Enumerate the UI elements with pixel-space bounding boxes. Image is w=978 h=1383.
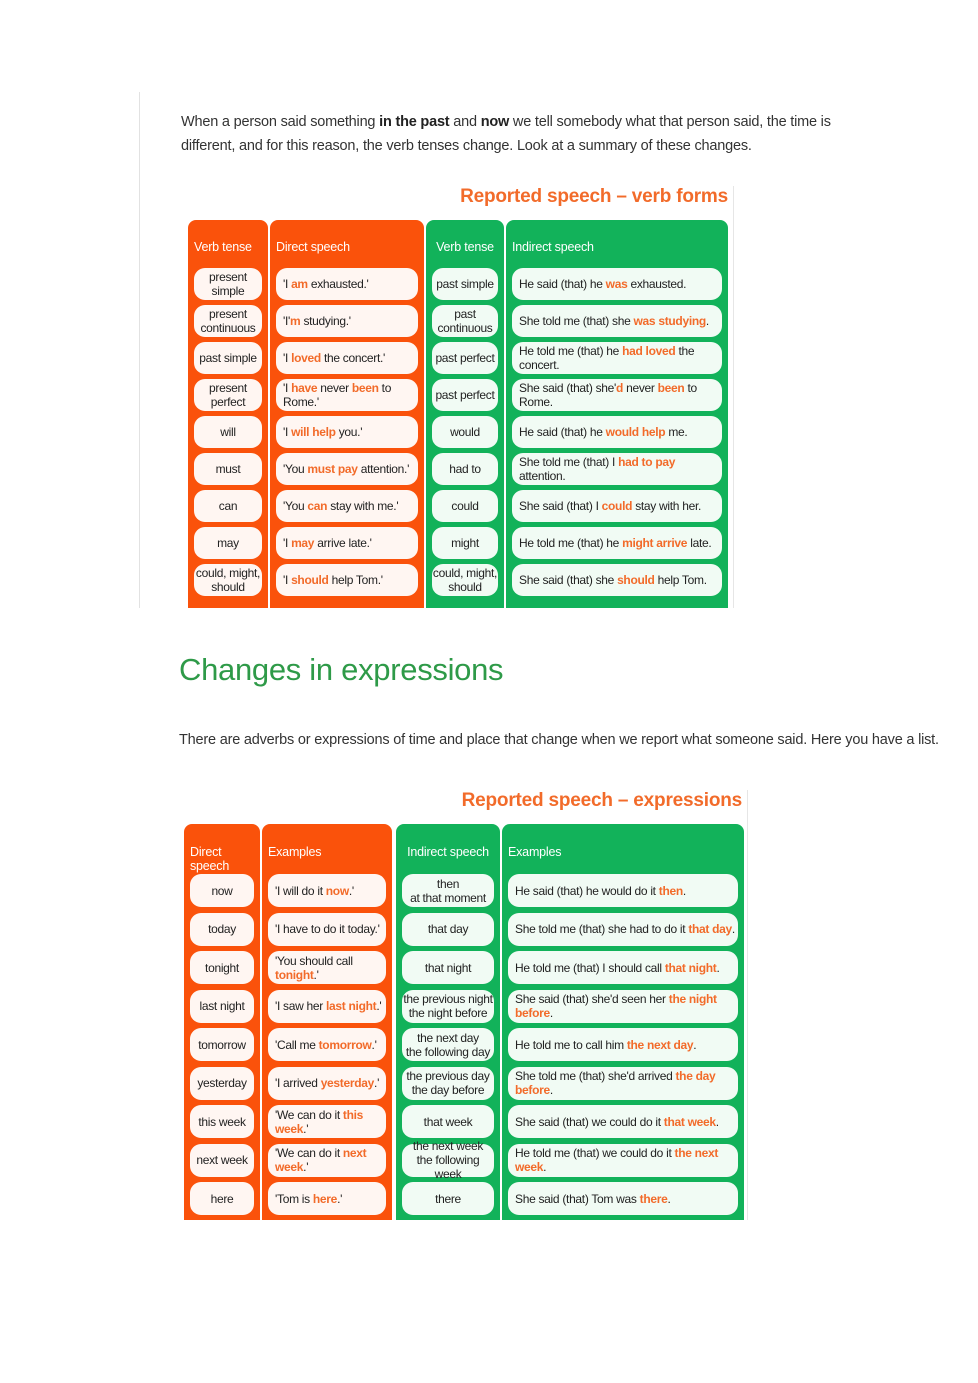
cell-text: will xyxy=(220,425,236,439)
cell-text xyxy=(283,462,409,476)
cell-text xyxy=(515,1146,738,1174)
highlight-text: now xyxy=(325,883,349,898)
highlight-text: then xyxy=(658,883,683,898)
plain-text: She told me (that) she'd arrived xyxy=(515,1069,676,1083)
highlight-text: the next week xyxy=(515,1146,719,1174)
table-cell xyxy=(268,913,386,946)
highlight-text: yesterday xyxy=(320,1076,375,1090)
plain-text: 'Tom is xyxy=(275,1191,313,1206)
table-cell xyxy=(508,1182,738,1215)
cell-text xyxy=(275,1192,342,1206)
cell-text xyxy=(519,344,722,372)
cell-text xyxy=(519,277,686,291)
table-column-3 xyxy=(426,220,504,608)
plain-text: He told me to call him xyxy=(515,1037,627,1052)
table-cell xyxy=(512,305,722,337)
cell-text: last night xyxy=(199,999,245,1013)
table-cell xyxy=(432,490,498,522)
table-cell xyxy=(194,416,262,448)
highlight-text: that night xyxy=(664,960,717,975)
table-cell xyxy=(402,874,494,907)
table-cell xyxy=(276,416,418,448)
table-cell xyxy=(508,990,738,1023)
table-column-4 xyxy=(502,824,744,1220)
cell-text: could xyxy=(451,499,479,513)
plain-text: . xyxy=(682,883,686,898)
plain-text: He told me (that) he xyxy=(519,536,623,550)
intro-text: When a person said something xyxy=(181,114,380,130)
highlight-text: tomorrow xyxy=(318,1037,372,1052)
plain-text: me. xyxy=(665,425,688,439)
plain-text: the concert. xyxy=(519,344,695,372)
table-cell xyxy=(190,1144,254,1177)
section-paragraph: There are adverbs or expressions of time and place that change when we report what someone said. Here you have a list. xyxy=(179,732,939,748)
cell-text: must xyxy=(215,462,241,476)
cell-text xyxy=(283,277,369,291)
table-cell xyxy=(268,1105,386,1138)
highlight-text: might arrive xyxy=(622,536,688,550)
plain-text: 'You xyxy=(283,462,308,476)
table-cell xyxy=(402,913,494,946)
plain-text: . xyxy=(731,922,735,936)
plain-text: . xyxy=(716,960,720,975)
highlight-text: should xyxy=(291,573,329,587)
table-cell xyxy=(194,305,262,337)
column-header: Verb tense xyxy=(194,240,252,254)
intro-text: and xyxy=(449,114,481,130)
table-cell xyxy=(508,913,738,946)
plain-text: He said (that) he xyxy=(519,277,606,291)
plain-text: 'We can do it xyxy=(275,1146,343,1160)
expressions-title: Reported speech – expressions xyxy=(461,790,742,811)
plain-text: 'I xyxy=(283,277,292,291)
highlight-text: must pay xyxy=(307,462,358,476)
cell-text xyxy=(275,1038,377,1052)
plain-text: 'I will do it xyxy=(275,883,326,898)
expressions-figure xyxy=(182,790,748,1220)
cell-text xyxy=(275,884,354,898)
plain-text: . xyxy=(693,1037,697,1052)
intro-paragraph xyxy=(181,110,881,158)
cell-text xyxy=(275,1146,386,1174)
plain-text: She said (that) she'd seen her xyxy=(515,992,669,1006)
cell-text xyxy=(283,536,372,550)
table-cell xyxy=(276,490,418,522)
column-header: Examples xyxy=(268,845,322,859)
plain-text: 'You xyxy=(283,499,308,513)
cell-text: there xyxy=(435,1191,461,1206)
table-cell xyxy=(268,1144,386,1177)
table-cell xyxy=(276,268,418,300)
table-cell xyxy=(432,564,498,596)
cell-text: the previous day the day before xyxy=(406,1069,490,1097)
plain-text: .' xyxy=(371,1037,377,1052)
table-column-4 xyxy=(506,220,728,608)
table-cell xyxy=(508,1067,738,1100)
highlight-text: had to pay xyxy=(618,455,676,469)
plain-text: stay with me.' xyxy=(327,499,399,513)
plain-text: She said (that) Tom was xyxy=(515,1191,640,1206)
plain-text: exhausted.' xyxy=(307,277,369,291)
highlight-text: next week xyxy=(275,1146,367,1174)
table-cell xyxy=(190,951,254,984)
table-cell xyxy=(268,1028,386,1061)
plain-text: .' xyxy=(313,967,319,982)
cell-text: yesterday xyxy=(197,1076,247,1090)
cell-text: the next week the following week xyxy=(412,1139,484,1181)
cell-text xyxy=(515,1069,738,1097)
plain-text: 'I xyxy=(283,425,292,439)
plain-text: .' xyxy=(348,883,354,898)
table-cell xyxy=(512,564,722,596)
table-cell xyxy=(512,490,722,522)
cell-text xyxy=(275,1076,379,1090)
cell-text: past simple xyxy=(436,277,494,291)
plain-text: He said (that) he would do it xyxy=(515,883,659,898)
plain-text: 'I saw her xyxy=(275,999,327,1013)
cell-text: would xyxy=(450,425,480,439)
table-cell xyxy=(190,1067,254,1100)
table-cell xyxy=(432,416,498,448)
cell-text xyxy=(519,573,707,587)
table-cell xyxy=(512,453,722,485)
highlight-text: that week xyxy=(663,1114,716,1129)
plain-text: She said (that) I xyxy=(519,499,602,513)
cell-text: might xyxy=(451,536,479,550)
plain-text: .' xyxy=(374,1076,380,1090)
cell-text: tomorrow xyxy=(198,1037,246,1052)
highlight-text: could xyxy=(601,499,633,513)
highlight-text: would help xyxy=(605,425,666,439)
plain-text: arrive late.' xyxy=(314,536,372,550)
cell-text xyxy=(515,992,738,1020)
plain-text: She said (that) she' xyxy=(519,381,617,395)
cell-text xyxy=(519,499,701,513)
table-cell xyxy=(512,342,722,374)
plain-text: He told me (that) he xyxy=(519,344,623,358)
plain-text: . xyxy=(667,1191,671,1206)
table-cell xyxy=(402,1139,494,1181)
plain-text: He told me (that) I should call xyxy=(515,960,665,975)
plain-text: He told me (that) we could do it xyxy=(515,1146,675,1160)
table-column-2 xyxy=(270,220,424,608)
table-column-1 xyxy=(188,220,268,608)
cell-text: past simple xyxy=(199,351,257,365)
table-cell xyxy=(402,990,494,1023)
cell-text: that day xyxy=(427,922,469,936)
plain-text: never xyxy=(623,381,658,395)
table-cell xyxy=(512,268,722,300)
cell-text: this week xyxy=(198,1114,246,1129)
plain-text: 'I xyxy=(283,536,292,550)
highlight-text: had loved xyxy=(622,344,676,358)
cell-text xyxy=(283,381,418,409)
highlight-text: been xyxy=(351,381,379,395)
table-cell xyxy=(268,1067,386,1100)
plain-text: .' xyxy=(303,1160,309,1174)
section-heading: Changes in expressions xyxy=(179,652,504,687)
plain-text: She said (that) she xyxy=(519,573,618,587)
verb-forms-title: Reported speech – verb forms xyxy=(460,186,728,207)
table-cell xyxy=(512,527,722,559)
plain-text: late. xyxy=(687,536,712,550)
column-header: Examples xyxy=(508,845,562,859)
cell-text xyxy=(275,954,386,982)
cell-text xyxy=(515,1192,671,1206)
left-rule xyxy=(139,92,140,608)
highlight-text: the day before xyxy=(515,1069,716,1097)
plain-text: .' xyxy=(337,1191,343,1206)
highlight-text: was studying xyxy=(633,314,706,328)
cell-text: could, might, should xyxy=(195,566,261,594)
plain-text: 'I xyxy=(283,573,292,587)
plain-text: you.' xyxy=(335,425,363,439)
highlight-text: the next day xyxy=(626,1037,694,1052)
highlight-text: there xyxy=(639,1191,668,1206)
cell-text xyxy=(519,425,687,439)
cell-text: the next day the following day xyxy=(405,1030,491,1059)
cell-text: had to xyxy=(449,462,481,476)
table-cell xyxy=(190,1182,254,1215)
table-cell xyxy=(508,1105,738,1138)
column-header: Verb tense xyxy=(436,240,494,254)
table-cell xyxy=(194,453,262,485)
cell-text xyxy=(515,1115,719,1129)
table-cell xyxy=(190,1105,254,1138)
cell-text xyxy=(519,314,709,328)
plain-text: He said (that) he xyxy=(519,425,606,439)
highlight-text: tonight xyxy=(275,967,314,982)
plain-text: to Rome. xyxy=(519,381,697,409)
highlight-text: will help xyxy=(291,425,336,439)
table-cell xyxy=(268,990,386,1023)
table-cell xyxy=(276,305,418,337)
cell-text: tonight xyxy=(205,960,239,975)
table-cell xyxy=(402,1182,494,1215)
table-cell xyxy=(194,527,262,559)
cell-text xyxy=(275,922,380,936)
cell-text xyxy=(283,573,383,587)
table-cell xyxy=(194,379,262,411)
highlight-text: should xyxy=(617,573,655,587)
cell-text xyxy=(519,455,722,483)
cell-text: here xyxy=(210,1191,234,1206)
plain-text: . xyxy=(705,314,709,328)
table-cell xyxy=(432,342,498,374)
plain-text: 'I arrived xyxy=(275,1076,321,1090)
plain-text: 'I' xyxy=(283,314,291,328)
table-cell xyxy=(190,874,254,907)
table-cell xyxy=(508,1028,738,1061)
cell-text: the previous night the night before xyxy=(403,992,493,1020)
plain-text: .' xyxy=(376,999,382,1013)
cell-text: could, might, should xyxy=(432,566,498,594)
plain-text: 'I xyxy=(283,381,292,395)
highlight-text: d xyxy=(616,381,624,395)
plain-text: never xyxy=(317,381,352,395)
plain-text: She told me (that) she had to do it xyxy=(515,922,689,936)
cell-text xyxy=(519,536,711,550)
cell-text xyxy=(519,381,722,409)
cell-text: next week xyxy=(196,1153,248,1167)
plain-text: exhausted. xyxy=(627,277,687,291)
highlight-text: am xyxy=(291,277,308,291)
highlight-text: m xyxy=(290,314,301,328)
table-cell xyxy=(508,951,738,984)
table-cell xyxy=(276,527,418,559)
column-header: Direct speech xyxy=(190,845,230,873)
highlight-text: was xyxy=(605,277,628,291)
table-cell xyxy=(194,268,262,300)
plain-text: 'Call me xyxy=(275,1037,319,1052)
table-cell xyxy=(508,874,738,907)
table-cell xyxy=(512,379,722,411)
plain-text: She said (that) we could do it xyxy=(515,1114,664,1129)
cell-text xyxy=(515,922,735,936)
cell-text: past continuous xyxy=(437,307,493,335)
highlight-text: last night xyxy=(326,999,377,1013)
table-cell xyxy=(276,379,418,411)
table-cell xyxy=(276,564,418,596)
plain-text: . xyxy=(549,1006,553,1020)
highlight-text: have xyxy=(291,381,318,395)
table-cell xyxy=(402,1105,494,1138)
verb-forms-figure xyxy=(186,186,734,608)
cell-text: present perfect xyxy=(209,381,247,409)
table-column-1 xyxy=(184,824,260,1220)
table-cell xyxy=(276,453,418,485)
plain-text: stay with her. xyxy=(632,499,702,513)
table-cell xyxy=(402,951,494,984)
cell-text: past perfect xyxy=(435,351,495,365)
table-cell xyxy=(432,379,498,411)
table-cell xyxy=(194,342,262,374)
cell-text xyxy=(275,999,381,1013)
cell-text: can xyxy=(218,499,238,513)
plain-text: She told me (that) she xyxy=(519,314,634,328)
table-cell xyxy=(190,913,254,946)
table-column-3 xyxy=(396,824,500,1220)
intro-bold-past: in the past xyxy=(379,114,450,130)
table-cell xyxy=(432,268,498,300)
plain-text: attention.' xyxy=(357,462,410,476)
cell-text: now xyxy=(211,883,233,898)
cell-text: today xyxy=(208,922,236,936)
cell-text: that week xyxy=(423,1114,473,1129)
highlight-text: here xyxy=(312,1191,338,1206)
table-cell xyxy=(268,951,386,984)
highlight-text: may xyxy=(291,536,315,550)
highlight-text: been xyxy=(657,381,685,395)
cell-text: present simple xyxy=(209,270,247,298)
cell-text xyxy=(283,351,385,365)
table-cell xyxy=(268,874,386,907)
cell-text xyxy=(275,1108,386,1136)
cell-text xyxy=(515,961,720,975)
plain-text: 'I have to do it today.' xyxy=(275,922,380,936)
table-cell xyxy=(194,564,262,596)
cell-text xyxy=(515,1038,696,1052)
plain-text: the concert.' xyxy=(320,351,386,365)
highlight-text: loved xyxy=(291,351,321,365)
table-cell xyxy=(402,1067,494,1100)
column-header: Direct speech xyxy=(276,240,350,254)
highlight-text: the night before xyxy=(515,992,717,1020)
plain-text: help Tom.' xyxy=(328,573,383,587)
table-cell xyxy=(512,416,722,448)
cell-text: past perfect xyxy=(435,388,495,402)
plain-text: studying.' xyxy=(300,314,351,328)
cell-text: that night xyxy=(424,960,472,975)
plain-text: 'I xyxy=(283,351,292,365)
highlight-text: that day xyxy=(688,922,732,936)
cell-text: may xyxy=(217,536,239,550)
cell-text: present continuous xyxy=(200,307,256,335)
table-cell xyxy=(276,342,418,374)
plain-text: . xyxy=(715,1114,719,1129)
table-cell xyxy=(432,527,498,559)
plain-text: She told me (that) I xyxy=(519,455,619,469)
table-cell xyxy=(432,453,498,485)
plain-text: 'You should call xyxy=(275,953,353,968)
highlight-text: this week xyxy=(275,1107,364,1136)
highlight-text: can xyxy=(307,499,328,513)
cell-text: then at that moment xyxy=(410,876,486,905)
plain-text: to Rome.' xyxy=(283,381,392,409)
table-column-2 xyxy=(262,824,392,1220)
figure-edge xyxy=(733,186,734,608)
table-cell xyxy=(268,1182,386,1215)
table-cell xyxy=(432,305,498,337)
figure-edge xyxy=(747,790,748,1220)
table-cell xyxy=(508,1144,738,1177)
cell-text xyxy=(283,499,398,513)
cell-text xyxy=(515,884,686,898)
plain-text: .' xyxy=(303,1121,309,1136)
table-cell xyxy=(190,990,254,1023)
table-cell xyxy=(194,490,262,522)
column-header: Indirect speech xyxy=(512,240,594,254)
column-header: Indirect speech xyxy=(407,845,489,859)
plain-text: 'We can do it xyxy=(275,1107,343,1122)
plain-text: . xyxy=(549,1083,553,1097)
cell-text xyxy=(283,314,351,328)
plain-text: attention. xyxy=(519,469,566,483)
table-cell xyxy=(190,1028,254,1061)
cell-text xyxy=(283,425,362,439)
intro-bold-now: now xyxy=(480,114,510,130)
intro-text: we tell somebody what that person said, the time is different, and for this reason, the verb tenses change. Look at a summary of these changes. xyxy=(181,114,831,154)
table-cell xyxy=(402,1028,494,1061)
plain-text: . xyxy=(543,1160,547,1174)
plain-text: help Tom. xyxy=(654,573,707,587)
